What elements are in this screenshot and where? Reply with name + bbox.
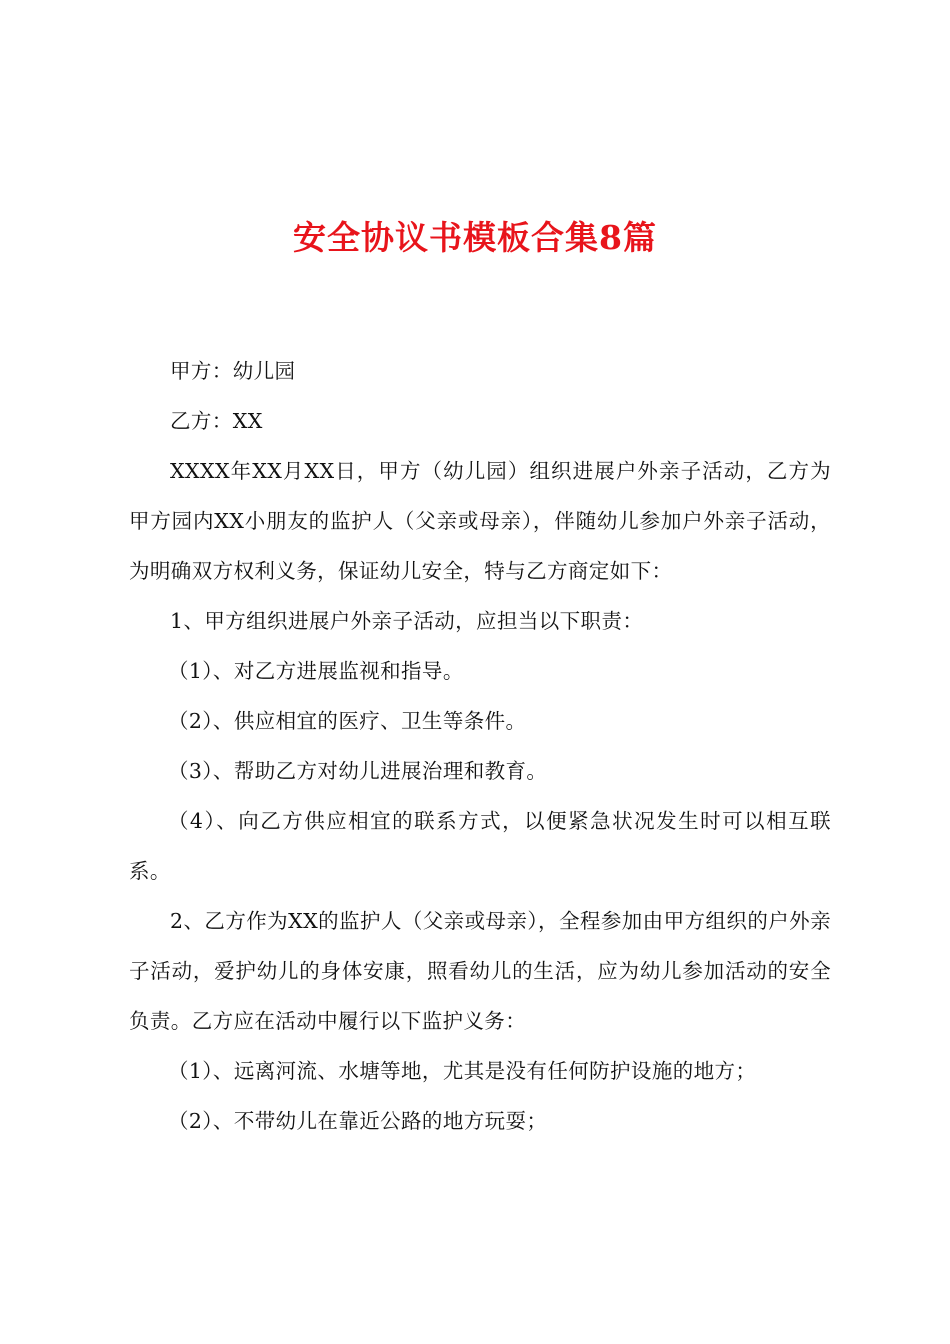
section-2-item-2: （2）、不带幼儿在靠近公路的地方玩耍；	[167, 1109, 548, 1133]
section-1-item-3: （3）、帮助乙方对幼儿进展治理和教育。	[167, 759, 548, 783]
section-1-item-2: （2）、供应相宜的医疗、卫生等条件。	[167, 709, 527, 733]
section-2-item-1: （1）、远离河流、水塘等地，尤其是没有任何防护设施的地方；	[167, 1059, 757, 1083]
section-1-item-4: （4）、向乙方供应相宜的联系方式，以便紧急状况发生时可以相互联系。	[129, 809, 831, 883]
document-body	[129, 346, 831, 1146]
section-2-paragraph: 2、乙方作为XX的监护人（父亲或母亲），全程参加由甲方组织的户外亲子活动，爱护幼儿的身体安康，照看幼儿的生活，应为幼儿参加活动的安全负责。乙方应在活动中履行以下监护义务：	[129, 909, 831, 1033]
party-a-line: 甲方：幼儿园	[170, 359, 296, 383]
section-1-heading: 1、甲方组织进展户外亲子活动，应担当以下职责：	[170, 609, 644, 633]
intro-paragraph: XXXX年XX月XX日，甲方（幼儿园）组织进展户外亲子活动，乙方为甲方园内XX小朋友的监护人（父亲或母亲），伴随幼儿参加户外亲子活动，为明确双方权利义务，保证幼儿安全，特与乙方商定如下：	[129, 459, 831, 583]
party-b-line: 乙方：XX	[170, 409, 263, 433]
document-title: 安全协议书模板合集8篇	[293, 218, 657, 257]
section-1-item-1: （1）、对乙方进展监视和指导。	[167, 659, 464, 683]
